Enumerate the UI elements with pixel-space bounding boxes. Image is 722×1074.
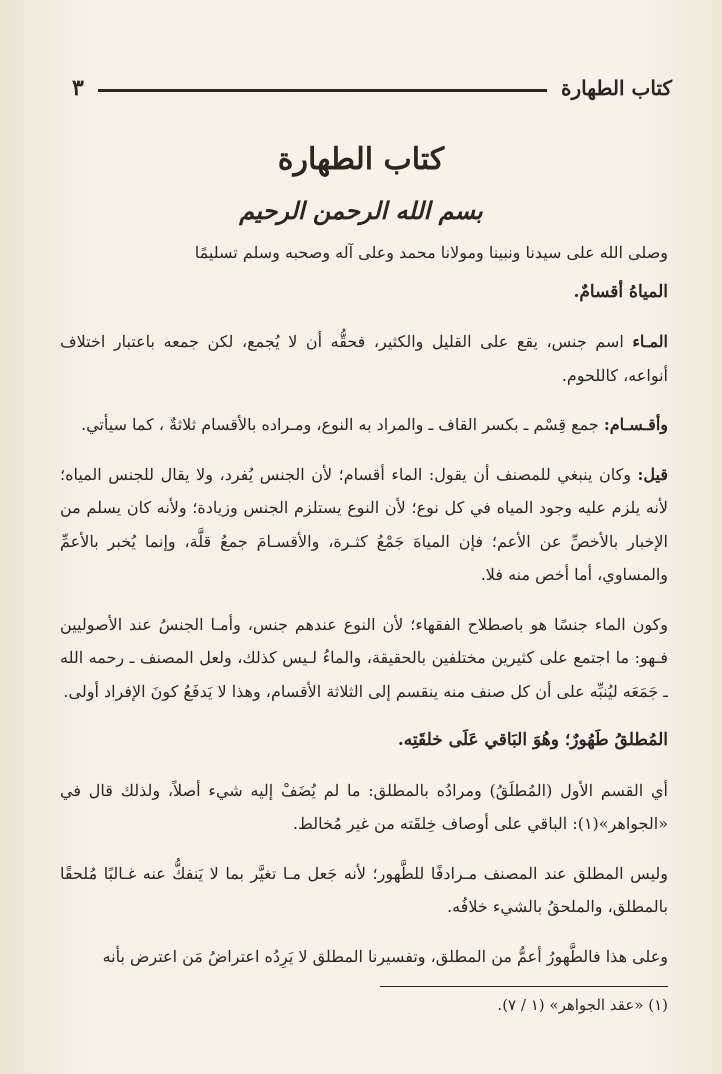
paragraph [60, 458, 668, 592]
page-header [72, 70, 672, 106]
header-rule [98, 89, 547, 92]
paragraph-text: اسم جنس، يقع على القليل والكثير، فحقُّه أن لا يُجمع، لكن جمعه باعتبار اختلاف أنواعه، كاللحوم. [60, 332, 668, 385]
footnote: (١) «عقد الجواهر» (١ / ٧). [497, 996, 668, 1014]
paragraph: وكون الماء جنسًا هو باصطلاح الفقهاء؛ لأن النوع عندهم جنس، وأمـا الجنسُ عند الأصوليين فـهو: ما اجتمع على كثيرين مختلفين بالحقيقة، والماءُ لـيس كذلك، ولعل المصنف ـ رحمه الله ـ جَمَعَه ليُنبِّه على أن كل صنف منه ينقسم إلى الثلاثة الأقسام، وهذا لا يَدفَعُ كونَ الإفراد أولى. [60, 614, 668, 701]
paragraph-text: جمع قِسْم ـ بكسر القاف ـ والمراد به النوع، ومـراده بالأقسام ثلاثةٌ ، كما سيأتي. [80, 415, 604, 434]
paragraph: أي القسم الأول (المُطلَقُ) ومرادُه بالمطلق: ما لم يُضَفْ إليه شيء أصلاً، ولذلك قال في «الجواهر»(١): الباقي على أوصاف خِلقَته من غير مُخالط. [60, 780, 668, 833]
paragraph: وليس المطلق عند المصنف مـرادفًا للطَّهور؛ لأنه جَعل مـا تغيَّر بما لا يَنفكُّ عنه غـالبًا مُلحقًا بالمطلق، والملحقُ بالشيء خلافُه. [60, 863, 668, 916]
matn-heading: المُطلقُ طَهُورٌ؛ وهُوَ البَاقي عَلَى خلقَتِه. [397, 730, 668, 750]
basmala: بسم الله الرحمن الرحيم [239, 196, 483, 225]
body-text [60, 236, 668, 989]
matn-heading: المياهُ أقسامٌ. [573, 281, 668, 302]
paragraph-lead: المـاء [632, 332, 668, 351]
footnote-rule [380, 986, 668, 987]
paragraph [60, 408, 668, 442]
paragraph-text: وكان ينبغي للمصنف أن يقول: الماء أقسام؛ لأن الجنس يُفرد، ولا يقال للجنس المياه؛ لأنه يلزم عليه وجود المياه في كل نوع؛ لأن النوع يستلزم الجنس وزيادة؛ ولأنه كان يسلم من الإخبار بالأخصِّ عن الأعم؛ فإن المياهَ جَمْعُ كثـرة، والأقسـامَ جمعُ قلَّة، وإنما يُخبر بالأعمِّ والمساوي، أما أخص منه فلا. [60, 464, 668, 584]
paragraph-lead: قيل: [637, 464, 668, 484]
chapter-title: كتاب الطهارة [277, 142, 445, 177]
opening-prayer: وصلى الله على سيدنا ونبينا ومولانا محمد وعلى آله وصحبه وسلم تسليمًا [194, 243, 668, 262]
paragraph [60, 325, 668, 392]
paragraph: وعلى هذا فالطَّهورُ أعمُّ من المطلق، وتفسيرنا المطلق لا يَرِدُه اعتراضُ مَن اعترض بأنه [102, 946, 668, 966]
running-title: كتاب الطهارة [561, 76, 672, 100]
page-number: ٣ [72, 75, 84, 101]
paragraph-lead: وأقـسـام: [603, 415, 668, 434]
